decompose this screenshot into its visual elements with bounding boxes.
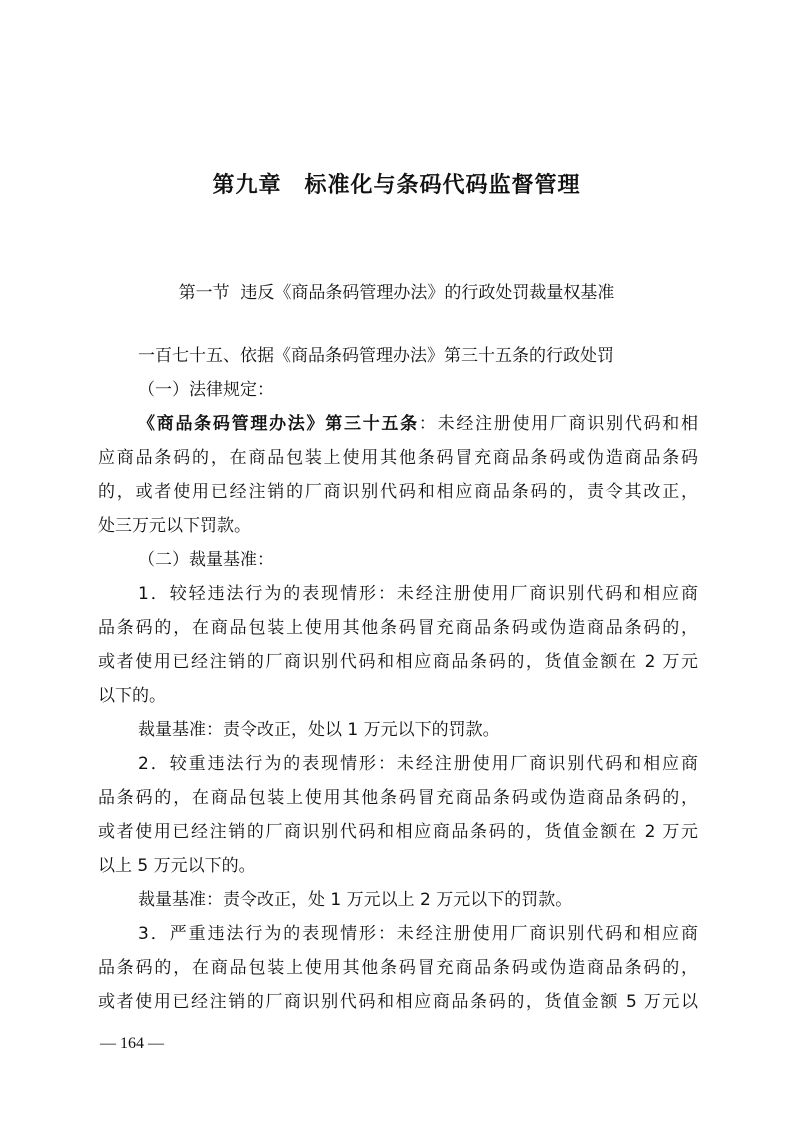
item2-line-2: 品条码的，在商品包装上使用其他条码冒充商品条码或伪造商品条码的， xyxy=(98,788,698,808)
law-paragraph-line-1 xyxy=(138,412,698,436)
law-text-start: ：未经注册使用厂商识别代码和相 xyxy=(418,414,699,434)
page-number: — 164 — xyxy=(100,1035,164,1052)
chapter-title: 第九章 标准化与条码代码监督管理 xyxy=(212,173,581,198)
law-paragraph-line-2: 应商品条码的，在商品包装上使用其他条码冒充商品条码或伪造商品条码 xyxy=(98,448,698,468)
item1-standard: 裁量基准：责令改正，处以 1 万元以下的罚款。 xyxy=(138,720,500,740)
item1-line-4: 以下的。 xyxy=(98,686,166,706)
section-title: 第一节 违反《商品条码管理办法》的行政处罚裁量权基准 xyxy=(178,283,615,303)
item2-line-3: 或者使用已经注销的厂商识别代码和相应商品条码的，货值金额在 2 万元 xyxy=(98,822,698,842)
item1-line-2: 品条码的，在商品包装上使用其他条码冒充商品条码或伪造商品条码的， xyxy=(98,618,698,638)
discretion-standard-label: （二）裁量基准： xyxy=(138,550,274,570)
law-paragraph-line-3: 的，或者使用已经注销的厂商识别代码和相应商品条码的，责令其改正， xyxy=(98,482,698,502)
item3-line-3: 或者使用已经注销的厂商识别代码和相应商品条码的，货值金额 5 万元以 xyxy=(98,992,698,1012)
item3-line-1: 3．严重违法行为的表现情形：未经注册使用厂商识别代码和相应商 xyxy=(138,924,698,944)
law-paragraph-line-4: 处三万元以下罚款。 xyxy=(98,516,251,536)
law-reference: 《商品条码管理办法》第三十五条 xyxy=(138,414,419,434)
article-heading: 一百七十五、依据《商品条码管理办法》第三十五条的行政处罚 xyxy=(138,346,614,366)
legal-provision-label: （一）法律规定： xyxy=(138,380,274,400)
item2-standard: 裁量基准：责令改正，处 1 万元以上 2 万元以下的罚款。 xyxy=(138,890,573,910)
item2-line-1: 2．较重违法行为的表现情形：未经注册使用厂商识别代码和相应商 xyxy=(138,754,698,774)
item1-line-3: 或者使用已经注销的厂商识别代码和相应商品条码的，货值金额在 2 万元 xyxy=(98,652,698,672)
item3-line-2: 品条码的，在商品包装上使用其他条码冒充商品条码或伪造商品条码的， xyxy=(98,958,698,978)
item2-line-4: 以上 5 万元以下的。 xyxy=(98,856,256,876)
item1-line-1: 1．较轻违法行为的表现情形：未经注册使用厂商识别代码和相应商 xyxy=(138,584,698,604)
